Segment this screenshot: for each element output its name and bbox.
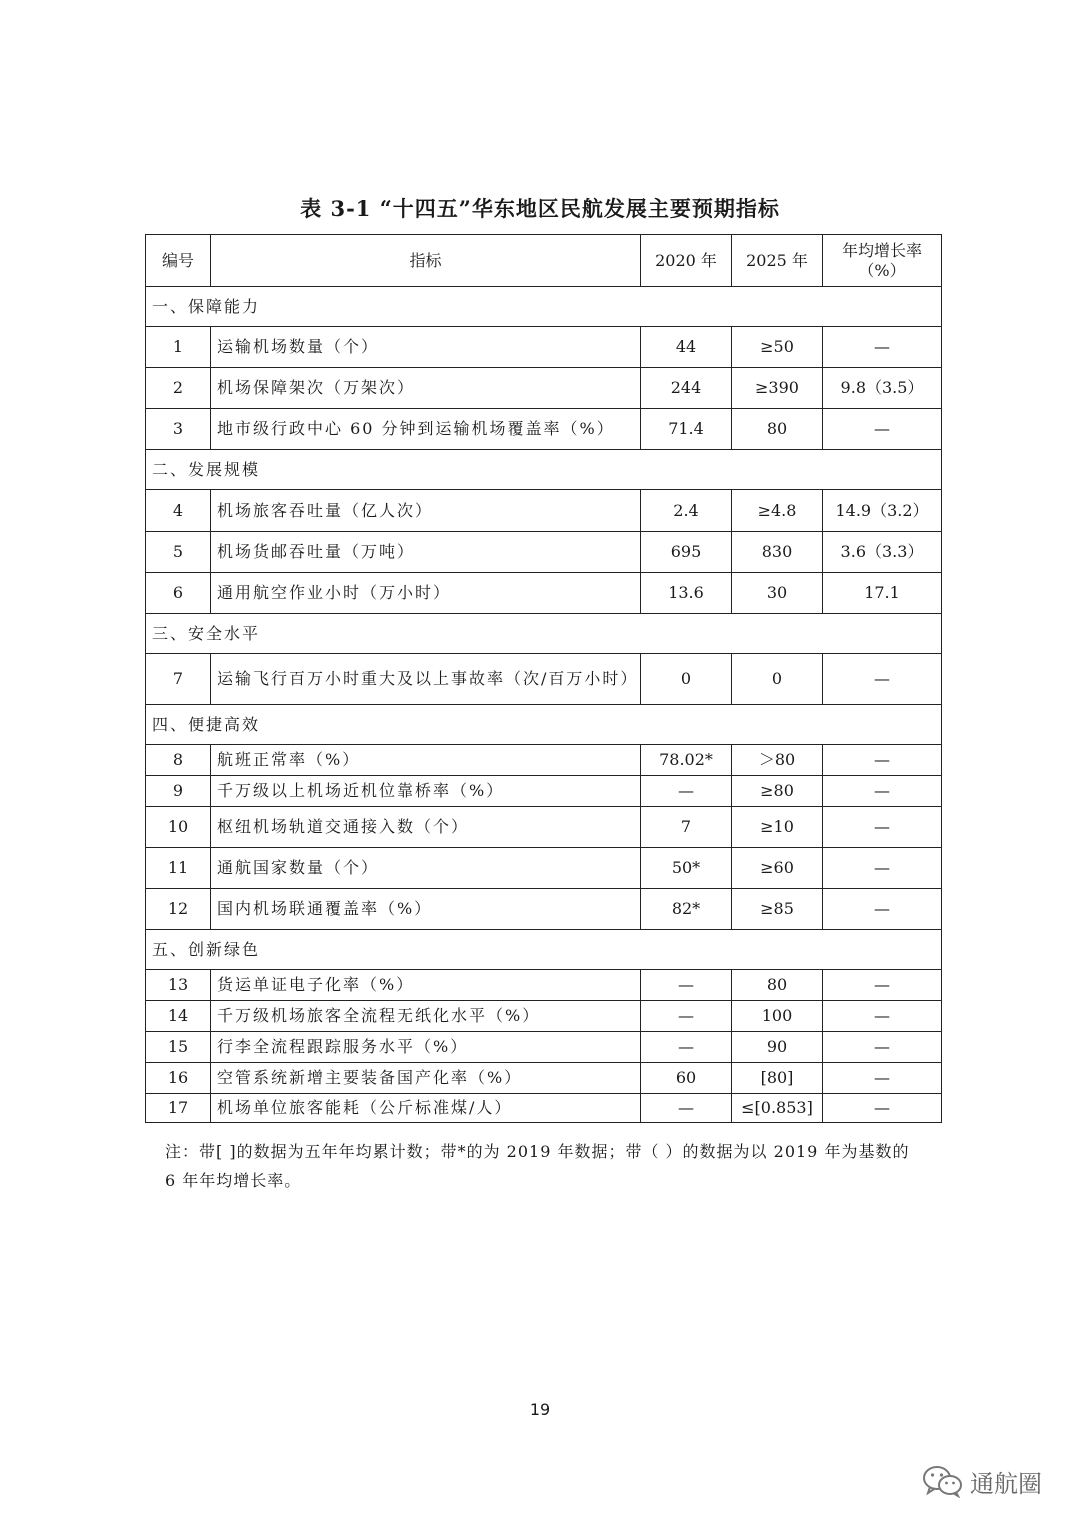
table-row <box>146 1094 942 1123</box>
row-growth: 3.6（3.3） <box>823 532 942 573</box>
row-growth: — <box>823 1094 942 1123</box>
section-row <box>146 450 942 490</box>
row-value-2025: ≥390 <box>732 368 823 409</box>
row-value-2020: — <box>641 1094 732 1123</box>
row-value-2020: — <box>641 1001 732 1032</box>
row-growth: — <box>823 327 942 368</box>
header-2025: 2025 年 <box>732 235 823 287</box>
row-indicator: 行李全流程跟踪服务水平（%） <box>211 1032 641 1063</box>
row-value-2020: 78.02* <box>641 745 732 776</box>
section-row <box>146 614 942 654</box>
watermark <box>922 1461 1042 1501</box>
row-number: 3 <box>146 409 211 450</box>
row-growth: 9.8（3.5） <box>823 368 942 409</box>
row-number: 17 <box>146 1094 211 1123</box>
row-value-2025: 0 <box>732 654 823 705</box>
row-value-2020: 44 <box>641 327 732 368</box>
row-growth: — <box>823 807 942 848</box>
row-value-2020: 50* <box>641 848 732 889</box>
table-row <box>146 654 942 705</box>
wechat-icon <box>922 1464 964 1498</box>
table-row <box>146 889 942 930</box>
row-growth: — <box>823 889 942 930</box>
row-indicator: 千万级以上机场近机位靠桥率（%） <box>211 776 641 807</box>
row-number: 13 <box>146 970 211 1001</box>
table-row <box>146 1063 942 1094</box>
row-number: 8 <box>146 745 211 776</box>
table-row <box>146 532 942 573</box>
table-row <box>146 1001 942 1032</box>
row-growth: — <box>823 1032 942 1063</box>
row-value-2020: 244 <box>641 368 732 409</box>
table-title: 表 3-1 “十四五”华东地区民航发展主要预期指标 <box>300 196 780 221</box>
row-indicator: 空管系统新增主要装备国产化率（%） <box>211 1063 641 1094</box>
row-growth: — <box>823 1063 942 1094</box>
row-value-2025: 80 <box>732 409 823 450</box>
table-header-row <box>146 235 942 287</box>
row-number: 9 <box>146 776 211 807</box>
row-number: 12 <box>146 889 211 930</box>
row-number: 14 <box>146 1001 211 1032</box>
row-growth: — <box>823 409 942 450</box>
row-growth: — <box>823 654 942 705</box>
section-row <box>146 930 942 970</box>
indicator-table <box>145 234 942 1123</box>
table-row <box>146 745 942 776</box>
row-indicator: 通航国家数量（个） <box>211 848 641 889</box>
row-indicator: 航班正常率（%） <box>211 745 641 776</box>
section-label: 二、发展规模 <box>146 450 942 490</box>
row-number: 1 <box>146 327 211 368</box>
row-value-2020: 7 <box>641 807 732 848</box>
table-row <box>146 970 942 1001</box>
row-value-2020: 60 <box>641 1063 732 1094</box>
row-value-2020: — <box>641 1032 732 1063</box>
row-value-2025: ≤[0.853] <box>732 1094 823 1123</box>
table-row <box>146 409 942 450</box>
row-indicator: 机场旅客吞吐量（亿人次） <box>211 490 641 532</box>
row-value-2025: ＞80 <box>732 745 823 776</box>
row-growth: — <box>823 745 942 776</box>
row-indicator: 枢纽机场轨道交通接入数（个） <box>211 807 641 848</box>
row-value-2025: ≥50 <box>732 327 823 368</box>
table-note: 注：带[ ]的数据为五年年均累计数；带*的为 2019 年数据；带（ ）的数据为以 2019 年为基数的 6 年年均增长率。 <box>165 1142 910 1190</box>
row-growth: 17.1 <box>823 573 942 614</box>
row-indicator: 地市级行政中心 60 分钟到运输机场覆盖率（%） <box>211 409 641 450</box>
row-value-2025: 80 <box>732 970 823 1001</box>
section-row <box>146 705 942 745</box>
header-2020: 2020 年 <box>641 235 732 287</box>
row-number: 16 <box>146 1063 211 1094</box>
row-value-2025: ≥85 <box>732 889 823 930</box>
row-number: 7 <box>146 654 211 705</box>
section-label: 四、便捷高效 <box>146 705 942 745</box>
row-value-2025: ≥80 <box>732 776 823 807</box>
row-value-2020: 0 <box>641 654 732 705</box>
page-number: 19 <box>529 1400 551 1419</box>
row-value-2025: 30 <box>732 573 823 614</box>
row-value-2025: ≥10 <box>732 807 823 848</box>
section-label: 一、保障能力 <box>146 287 942 327</box>
section-row <box>146 287 942 327</box>
row-number: 2 <box>146 368 211 409</box>
row-value-2020: 71.4 <box>641 409 732 450</box>
header-num: 编号 <box>146 235 211 287</box>
table-row <box>146 327 942 368</box>
row-value-2020: 2.4 <box>641 490 732 532</box>
row-number: 6 <box>146 573 211 614</box>
table-row <box>146 848 942 889</box>
header-growth: 年均增长率（%） <box>823 235 942 287</box>
row-value-2020: — <box>641 776 732 807</box>
header-indicator: 指标 <box>211 235 641 287</box>
row-number: 10 <box>146 807 211 848</box>
row-number: 4 <box>146 490 211 532</box>
row-indicator: 机场货邮吞吐量（万吨） <box>211 532 641 573</box>
section-label: 三、安全水平 <box>146 614 942 654</box>
table-row <box>146 807 942 848</box>
watermark-text: 通航圈 <box>970 1469 1042 1498</box>
row-indicator: 国内机场联通覆盖率（%） <box>211 889 641 930</box>
row-growth: — <box>823 1001 942 1032</box>
row-value-2025: 90 <box>732 1032 823 1063</box>
row-indicator: 运输机场数量（个） <box>211 327 641 368</box>
table-row <box>146 1032 942 1063</box>
row-growth: — <box>823 848 942 889</box>
row-value-2020: 695 <box>641 532 732 573</box>
row-value-2025: ≥60 <box>732 848 823 889</box>
row-value-2025: ≥4.8 <box>732 490 823 532</box>
row-indicator: 货运单证电子化率（%） <box>211 970 641 1001</box>
row-indicator: 通用航空作业小时（万小时） <box>211 573 641 614</box>
row-value-2020: — <box>641 970 732 1001</box>
row-number: 11 <box>146 848 211 889</box>
row-indicator: 机场单位旅客能耗（公斤标准煤/人） <box>211 1094 641 1123</box>
row-number: 5 <box>146 532 211 573</box>
table-row <box>146 490 942 532</box>
row-indicator: 千万级机场旅客全流程无纸化水平（%） <box>211 1001 641 1032</box>
row-value-2020: 13.6 <box>641 573 732 614</box>
table-row <box>146 368 942 409</box>
row-value-2025: [80] <box>732 1063 823 1094</box>
row-growth: — <box>823 776 942 807</box>
row-number: 15 <box>146 1032 211 1063</box>
row-indicator: 机场保障架次（万架次） <box>211 368 641 409</box>
row-value-2025: 100 <box>732 1001 823 1032</box>
table-row <box>146 776 942 807</box>
row-indicator: 运输飞行百万小时重大及以上事故率（次/百万小时） <box>211 654 641 705</box>
row-growth: 14.9（3.2） <box>823 490 942 532</box>
row-value-2025: 830 <box>732 532 823 573</box>
section-label: 五、创新绿色 <box>146 930 942 970</box>
table-row <box>146 573 942 614</box>
row-growth: — <box>823 970 942 1001</box>
row-value-2020: 82* <box>641 889 732 930</box>
